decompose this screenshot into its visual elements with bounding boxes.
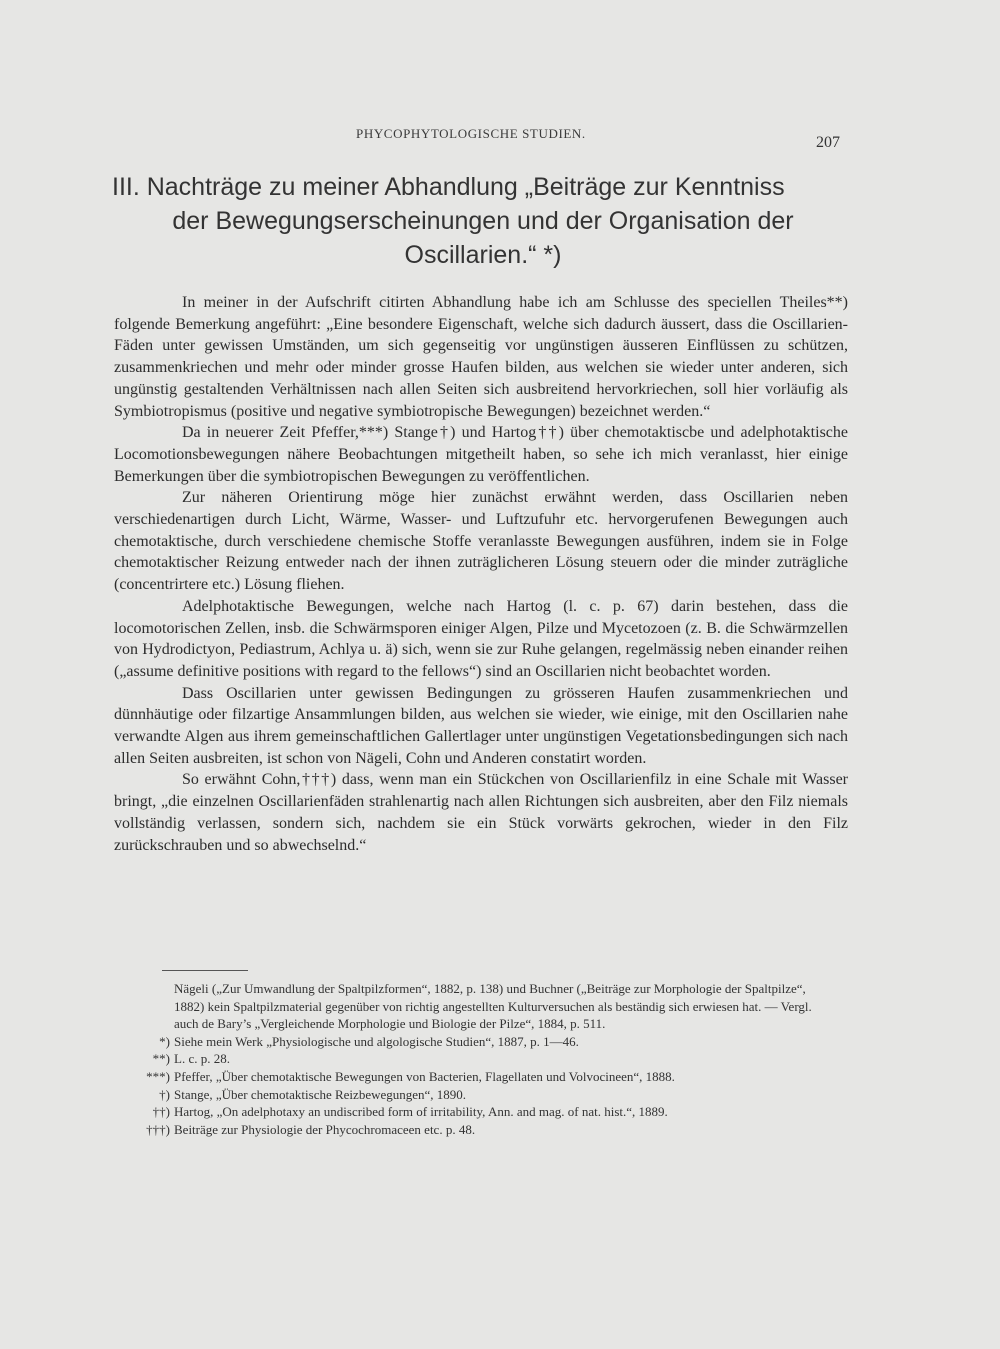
- section-title-line-1: III. Nachträge zu meiner Abhandlung „Beiträge zur Kenntniss: [112, 173, 785, 201]
- footnote-text: Stange, „Über chemotaktische Reizbewegungen“, 1890.: [174, 1086, 467, 1102]
- section-title-line-2: der Bewegungserscheinungen und der Organisation der: [172, 207, 794, 235]
- footnote-text: Hartog, „On adelphotaxy an undiscribed form of irritability, Ann. and mag. of nat. hist.“, 1889.: [174, 1104, 668, 1120]
- paragraph: Adelphotaktische Bewegungen, welche nach Hartog (l. c. p. 67) darin bestehen, dass die locomotorischen Zellen, insb. die Schwärmsporen einiger Algen, Pilze und Mycetozoen (z. B. die Schwärmzellen von Hydrodictyon, Pediastrum, Achlya u. ä) sich, wenn sie zur Ruhe gelangen, regelmässig neben einander reihen („assume definitive positions with regard to the fellows“) sind an Oscillarien nicht beobachtet worden.: [114, 597, 848, 680]
- footnote-mark: †): [159, 1086, 170, 1102]
- page-number: 207: [816, 134, 840, 151]
- paragraph: Dass Oscillarien unter gewissen Bedingungen zu grösseren Haufen zusammenkriechen und dünnhäutige oder filzartige Ansammlungen bilden, aus welchen sie wieder, wie einige, mit den Oscillarien nahe verwandte Algen aus ihrem gemeinschaftlichen Gallertlager unter ungünstigen Vegetationsbedingungen sich nach allen Seiten ausbreiten, ist schon von Nägeli, Cohn und Anderen constatirt worden.: [114, 684, 848, 767]
- footnote-text: Siehe mein Werk „Physiologische und algologische Studien“, 1887, p. 1—46.: [174, 1033, 579, 1049]
- running-head: PHYCOPHYTOLOGISCHE STUDIEN.: [356, 126, 586, 141]
- footnote-text: Beiträge zur Physiologie der Phycochromaceen etc. p. 48.: [174, 1121, 476, 1137]
- footnote: [120, 1033, 820, 1051]
- footnote-text: Nägeli („Zur Umwandlung der Spaltpilzformen“, 1882, p. 138) und Buchner („Beiträge zur Morphologie der Spaltpilze“, 1882) kein Spaltpilzmaterial gegenüber von richtig angestellten Kulturversuchen als beständig sich erwiesen hat. — Vergl. auch de Bary’s „Vergleichende Morphologie und Biologie der Pilze“, 1884, p. 511.: [174, 981, 812, 1032]
- section-title: [112, 170, 854, 272]
- footnote-mark: ††): [152, 1104, 170, 1120]
- footnotes: [120, 980, 820, 1138]
- section-title-line-3: Oscillarien.“ *): [404, 241, 562, 269]
- paragraph: Zur näheren Orientirung möge hier zunächst erwähnt werden, dass Oscillarien neben verschiedenartigen durch Licht, Wärme, Wasser- und Luftzufuhr etc. hervorgerufenen Bewegungen auch chemotaktische, durch verschiedene chemische Stoffe veranlasste Bewegungen ausführen, indem sie in Folge chemotaktischer Reizung entweder nach der ihnen zuträglicheren Lösung steuern oder die minder zuträgliche (concentrirtere etc.) Lösung fliehen.: [114, 489, 848, 594]
- footnote: [120, 1068, 820, 1086]
- footnote-text: Pfeffer, „Über chemotaktische Bewegungen von Bacterien, Flagellaten und Volvocineen“, 1888.: [174, 1068, 675, 1084]
- footnote-mark: *): [159, 1033, 170, 1049]
- footnote: [120, 1103, 820, 1121]
- paragraph: So erwähnt Cohn,†††) dass, wenn man ein Stückchen von Oscillarienfilz in eine Schale mit Wasser bringt, „die einzelnen Oscillarienfäden strahlenartig nach allen Richtungen sich ausbreiten, aber den Filz niemals vollständig verlassen, sondern sich, nachdem sie ein Stück vorwärts gekrochen, wieder in den Filz zurückschrauben und so abwechselnd.“: [114, 771, 848, 854]
- footnote: [120, 980, 820, 1033]
- footnote-mark: †††): [146, 1121, 170, 1137]
- body-text: [114, 292, 848, 856]
- footnote-mark: [120, 980, 174, 1033]
- paragraph: Da in neuerer Zeit Pfeffer,***) Stange†) und Hartog††) über chemotaktiscbe und adelphotaktische Locomotionsbewegungen nähere Beobachtungen mitgetheilt haben, so sehe ich mich veranlasst, hier einige Bemerkungen über die symbiotropischen Bewegungen zu veröffentlichen.: [114, 424, 848, 485]
- footnote: [120, 1121, 820, 1139]
- paragraph: In meiner in der Aufschrift citirten Abhandlung habe ich am Schlusse des speciellen Theiles**) folgende Bemerkung angeführt: „Eine besondere Eigenschaft, welche sich dadurch äussert, dass die Oscillarien-Fäden unter gewissen Umständen, um sich gegenseitig vor ungünstigen äusseren Einflüssen zu schützen, zusammenkriechen und mehr oder minder grosse Haufen bilden, aus welchen sie wieder unter anderen, sich ungünstig gestaltenden Verhältnissen nach allen Seiten sich ausbreitend hervorkriechen, soll hier vorläufig als Symbiotropismus (positive und negative symbiotropische Bewegungen) bezeichnet werden.“: [114, 294, 848, 420]
- footnote-mark: ***): [146, 1068, 170, 1084]
- footnote-divider: [162, 970, 248, 971]
- footnote: [120, 1050, 820, 1068]
- footnote-mark: **): [152, 1051, 170, 1067]
- footnote-text: L. c. p. 28.: [174, 1051, 230, 1067]
- footnote: [120, 1086, 820, 1104]
